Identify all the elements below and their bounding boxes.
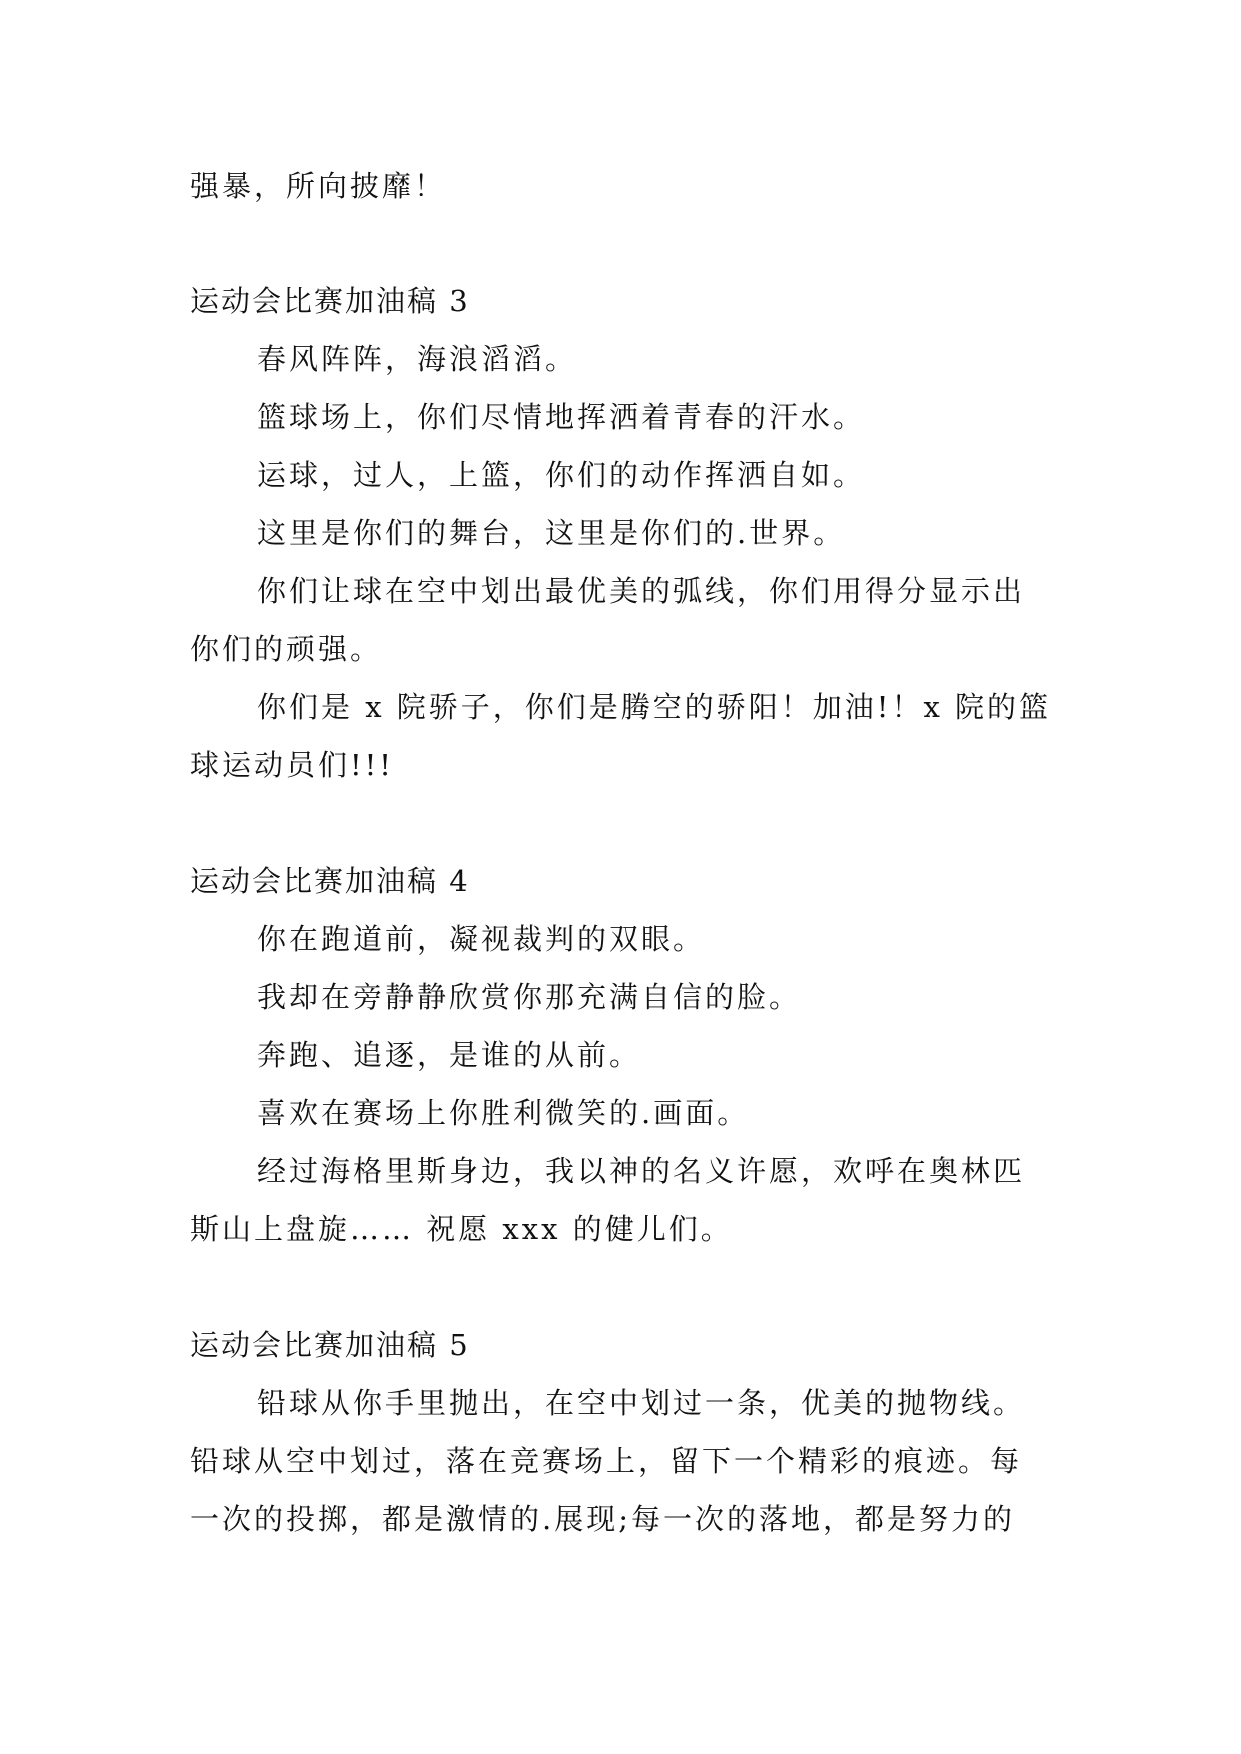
paragraph-line: 你们让球在空中划出最优美的弧线，你们用得分显示出 — [257, 574, 1026, 608]
paragraph-line: 球运动员们!!! — [190, 748, 394, 782]
paragraph-line: 我却在旁静静欣赏你那充满自信的脸。 — [257, 980, 802, 1014]
paragraph-line: 你们的顽强。 — [190, 632, 383, 666]
paragraph-line: 一次的投掷，都是激情的.展现;每一次的落地，都是努力的 — [190, 1502, 1015, 1536]
paragraph-line: 这里是你们的舞台，这里是你们的.世界。 — [257, 516, 846, 550]
paragraph-line: 春风阵阵，海浪滔滔。 — [257, 342, 578, 376]
intro-text: 强暴，所向披靡！ — [190, 169, 447, 203]
paragraph-line: 篮球场上，你们尽情地挥洒着青春的汗水。 — [257, 400, 866, 434]
section-title-5: 运动会比赛加油稿 5 — [190, 1328, 470, 1362]
paragraph-line: 经过海格里斯身边，我以神的名义许愿，欢呼在奥林匹 — [257, 1154, 1026, 1188]
paragraph-line: 铅球从空中划过，落在竞赛场上，留下一个精彩的痕迹。每 — [190, 1444, 1023, 1478]
paragraph-line: 你在跑道前，凝视裁判的双眼。 — [257, 922, 706, 956]
paragraph-line: 运球，过人，上篮，你们的动作挥洒自如。 — [257, 458, 866, 492]
paragraph-line: 斯山上盘旋…… 祝愿 xxx 的健儿们。 — [190, 1212, 733, 1246]
paragraph-line: 你们是 x 院骄子，你们是腾空的骄阳！加油!！x 院的篮 — [257, 690, 1052, 724]
paragraph-line: 铅球从你手里抛出，在空中划过一条，优美的抛物线。 — [257, 1386, 1026, 1420]
section-title-3: 运动会比赛加油稿 3 — [190, 284, 470, 318]
paragraph-line: 奔跑、追逐，是谁的从前。 — [257, 1038, 642, 1072]
paragraph-line: 喜欢在赛场上你胜利微笑的.画面。 — [257, 1096, 750, 1130]
section-title-4: 运动会比赛加油稿 4 — [190, 864, 470, 898]
